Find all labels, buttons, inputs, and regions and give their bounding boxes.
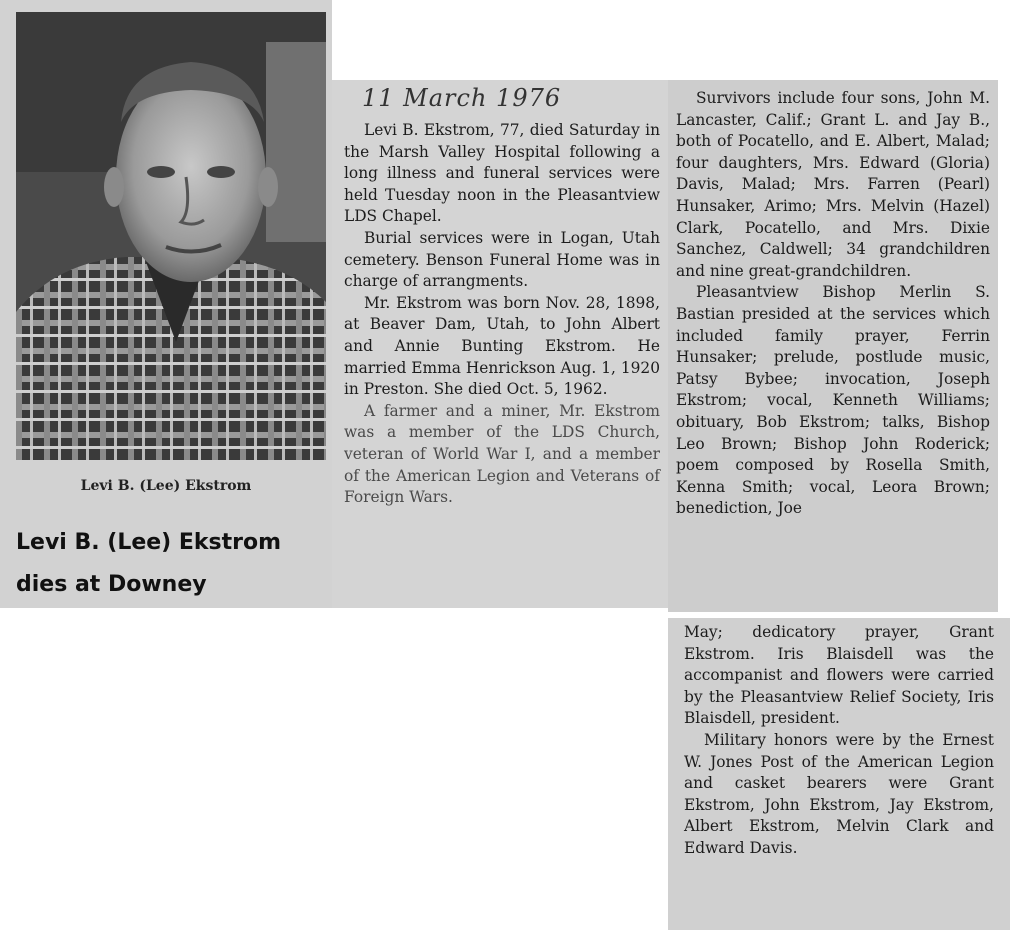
photo-clipping xyxy=(0,0,332,608)
article-column-3 xyxy=(684,622,994,860)
paragraph: Mr. Ekstrom was born Nov. 28, 1898, at Beaver Dam, Utah, to John Albert and Annie Bunting Ekstrom. He married Emma Henrickson Aug. 1, 1920 in Preston. She died Oct. 5, 1962. xyxy=(344,293,660,399)
headline xyxy=(16,522,326,606)
handwritten-date: 11 March 1976 xyxy=(362,84,562,112)
photo-caption: Levi B. (Lee) Ekstrom xyxy=(80,478,252,494)
headline-line-2: dies at Downey xyxy=(16,572,207,597)
paragraph: Pleasantview Bishop Merlin S. Bastian presided at the services which included family prayer, Ferrin Hunsaker; prelude, postlude music, Patsy Bybee; invocation, Joseph Ekstrom; vocal, Kenneth Williams; obituary, Bob Ekstrom; talks, Bishop Leo Brown; Bishop John Roderick; poem composed by Rosella Smith, Kenna Smith; vocal, Leora Brown; benediction, Joe xyxy=(676,283,990,518)
paragraph: May; dedicatory prayer, Grant Ekstrom. Iris Blaisdell was the accompanist and flowers were carried by the Pleasantview Relief Society, Iris Blaisdell, president. xyxy=(684,623,994,728)
paragraph: Military honors were by the Ernest W. Jones Post of the American Legion and casket bearers were Grant Ekstrom, John Ekstrom, Jay Ekstrom, Albert Ekstrom, Melvin Clark and Edward Davis. xyxy=(684,730,994,857)
article-column-2 xyxy=(676,88,990,520)
headline-line-1: Levi B. (Lee) Ekstrom xyxy=(16,530,282,555)
paragraph: Levi B. Ekstrom, 77, died Saturday in the Marsh Valley Hospital following a long illness and funeral services were held Tuesday noon in the Pleasantview LDS Chapel. xyxy=(344,121,660,226)
portrait-image xyxy=(16,12,326,460)
article-column-1 xyxy=(344,120,660,509)
paragraph: Burial services were in Logan, Utah cemetery. Benson Funeral Home was in charge of arrangments. xyxy=(344,228,660,291)
portrait-photo xyxy=(16,12,326,460)
paragraph: Survivors include four sons, John M. Lancaster, Calif.; Grant L. and Jay B., both of Pocatello, and E. Albert, Malad; four daughters, Mrs. Edward (Gloria) Davis, Malad; Mrs. Farren (Pearl) Hunsaker, Arimo; Mrs. Melvin (Hazel) Clark, Pocatello, and Mrs. Dixie Sanchez, Caldwell; 34 grandchildren and nine great-grandchildren. xyxy=(676,89,990,280)
paragraph: A farmer and a miner, Mr. Ekstrom was a member of the LDS Church, veteran of World War I, and a member of the American Legion and Veterans of Foreign Wars. xyxy=(344,401,660,507)
